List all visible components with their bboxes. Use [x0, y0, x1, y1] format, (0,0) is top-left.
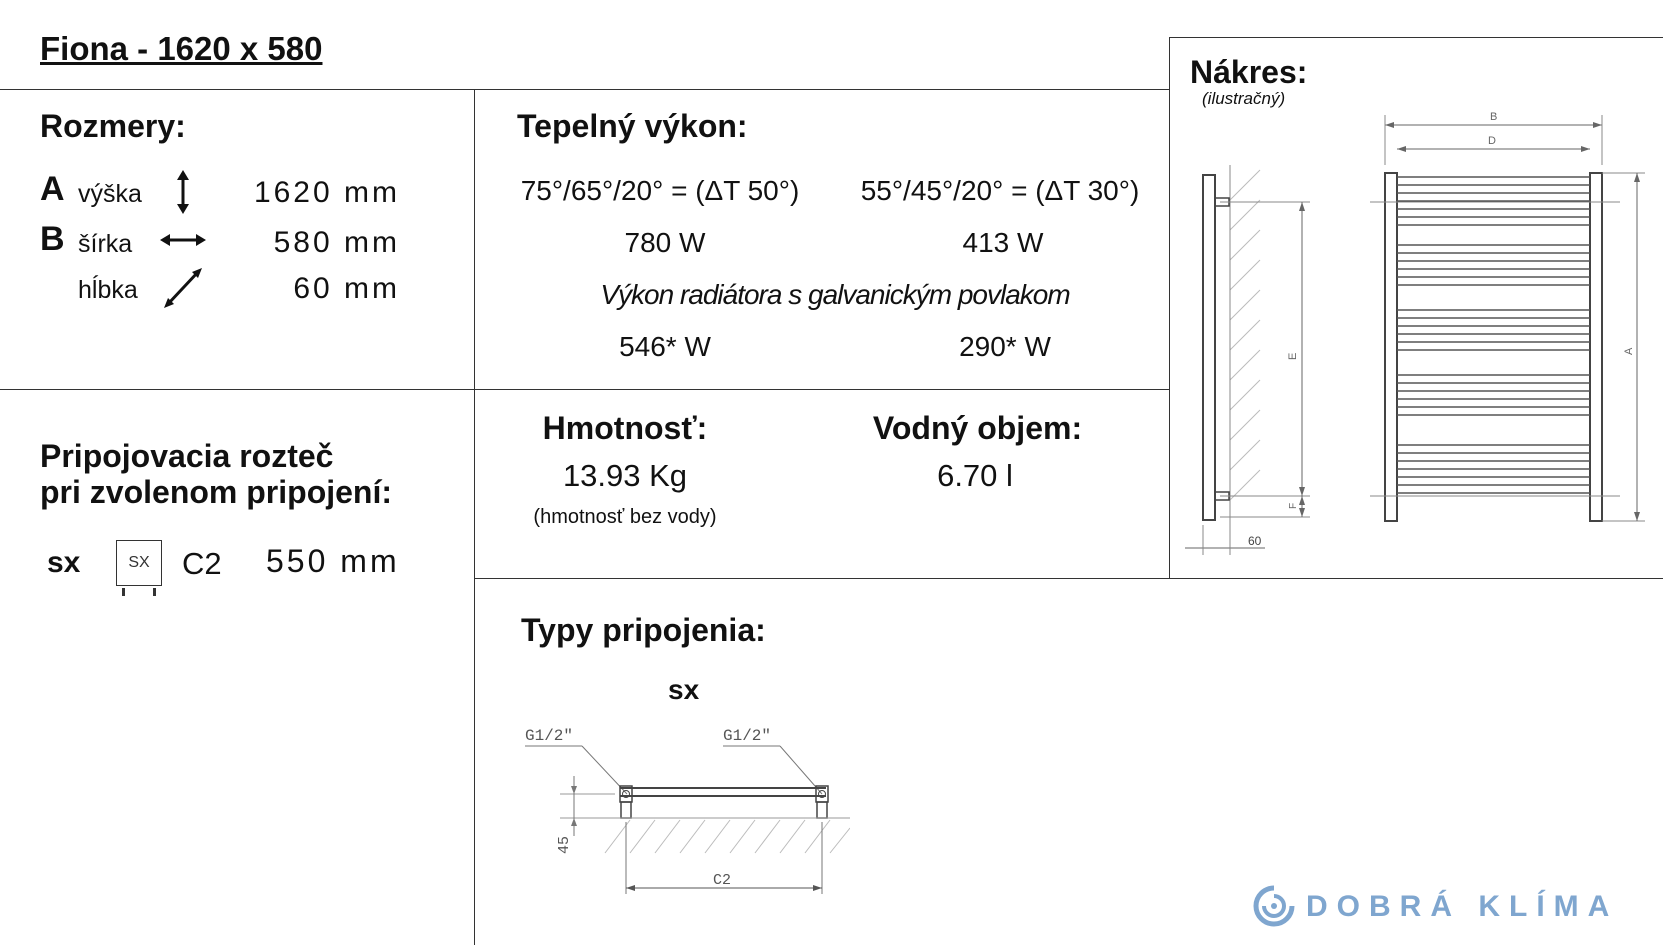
thermal-condition-2: 55°/45°/20° = (ΔT 30°) — [860, 175, 1140, 206]
drawing-heading: Nákres: — [1190, 54, 1308, 90]
dimension-letter: A — [40, 170, 65, 208]
side-view-radiator — [1203, 175, 1215, 520]
wall-hatching-bottom — [605, 820, 850, 853]
label-a: A — [1623, 347, 1635, 355]
volume-value: 6.70 l — [937, 458, 1013, 493]
radiator-drawing — [1170, 105, 1660, 575]
wall-hatching — [1230, 170, 1260, 500]
brand-name: DOBRÁ KLÍMA — [1306, 890, 1619, 923]
sx-connection-icon: SX — [116, 540, 162, 586]
divider-lower — [474, 578, 1663, 579]
galvanic-power-1: 546* W — [619, 331, 711, 362]
dobra-klima-logo-icon — [1252, 884, 1296, 928]
c2-label: C2 — [713, 872, 732, 889]
divider-drawing-top — [1169, 37, 1663, 38]
pitch-code: C2 — [182, 546, 222, 581]
pitch-value: 550 mm — [266, 543, 400, 579]
weight-heading: Hmotnosť: — [542, 410, 708, 446]
dimension-name: šírka — [78, 230, 133, 258]
horizontal-arrow-icon — [158, 220, 208, 264]
weight-note: (hmotnosť bez vody) — [533, 506, 717, 528]
dimension-row-height — [40, 170, 400, 210]
drawing-subheading: (ilustračný) — [1202, 89, 1286, 108]
sx-icon-leg-left — [122, 588, 125, 596]
front-view-left-tube — [1385, 173, 1397, 521]
thermal-heading: Tepelný výkon: — [517, 108, 748, 144]
dimension-row-width — [40, 220, 400, 260]
label-d: D — [1488, 135, 1496, 147]
types-heading: Typy pripojenia: — [521, 612, 766, 648]
divider-middle — [0, 389, 1170, 390]
thermal-condition-1: 75°/65°/20° = (ΔT 50°) — [520, 175, 800, 206]
dimension-value: 1620 mm — [253, 176, 400, 209]
thermal-power-1: 780 W — [624, 227, 706, 258]
front-view-right-tube — [1590, 173, 1602, 521]
diagonal-arrow-icon — [158, 266, 208, 310]
label-depth: 60 — [1248, 534, 1262, 548]
g2-label: G1/2" — [723, 727, 772, 745]
dimension-row-depth — [40, 266, 400, 306]
vertical-arrow-icon — [158, 170, 208, 214]
radiator-rungs — [1397, 177, 1590, 493]
dimension-letter: B — [40, 220, 65, 258]
dimension-value: 580 mm — [273, 226, 400, 259]
dimensions-heading: Rozmery: — [40, 108, 186, 144]
pitch-heading — [40, 438, 392, 510]
types-sx-label: sx — [668, 674, 700, 705]
label-f: F — [1288, 502, 1299, 509]
label-b: B — [1490, 111, 1498, 123]
divider-col — [474, 89, 475, 945]
label-e: E — [1287, 352, 1299, 360]
pitch-heading-line-1: Pripojovacia rozteč — [40, 438, 334, 474]
dimension-name: výška — [78, 180, 142, 208]
galvanic-label: Výkon radiátora s galvanickým povlakom — [600, 279, 1070, 310]
pitch-heading-line-2: pri zvolenom pripojení: — [40, 474, 393, 510]
weight-value: 13.93 Kg — [562, 458, 688, 493]
pitch-type: sx — [47, 546, 81, 579]
volume-heading: Vodný objem: — [872, 410, 1083, 446]
sx-connection-diagram — [520, 718, 850, 903]
galvanic-power-2: 290* W — [959, 331, 1051, 362]
g1-label: G1/2" — [525, 727, 574, 745]
sx-icon-leg-right — [153, 588, 156, 596]
page-title: Fiona - 1620 x 580 — [40, 30, 323, 67]
divider-top — [0, 89, 1170, 90]
dim-45-label: 45 — [556, 835, 573, 854]
dimension-value: 60 mm — [293, 272, 400, 305]
dimension-name: hĺbka — [78, 276, 138, 304]
thermal-power-2: 413 W — [962, 227, 1044, 258]
